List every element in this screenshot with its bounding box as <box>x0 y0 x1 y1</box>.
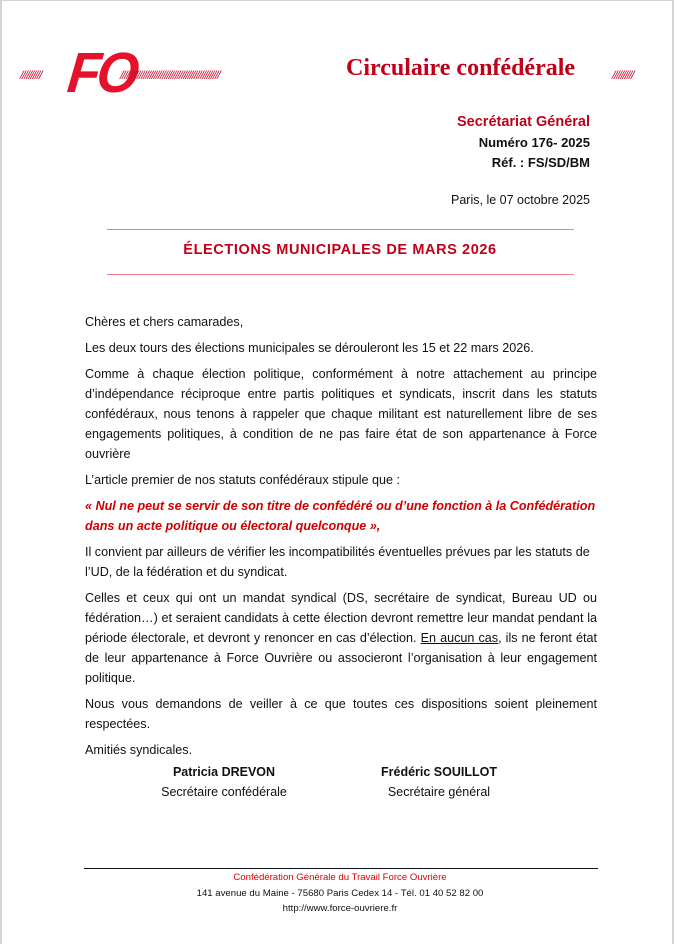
paragraph-incompatibilities: Il convient par ailleurs de vérifier les incompatibilités éventuelles prévues par les statuts de l’UD, de la fédération et du syndicat. <box>85 545 590 579</box>
underlined-emphasis: En aucun cas <box>420 631 499 645</box>
paragraph-mandates <box>85 588 597 688</box>
mandates-text-a: Celles et ceux qui ont un mandat syndical (DS, secrétaire de syndicat, Bureau UD ou fédération…) et seraient candidats à cette élection devront remettre leur mandat pendant la période électorale, et devront y renoncer en cas d’élection. <box>85 591 597 645</box>
footer-website-link[interactable]: http://www.force-ouvriere.fr <box>282 903 398 914</box>
greeting: Chères et chers camarades, <box>85 315 244 329</box>
footer-organization: Confédération Générale du Travail Force Ouvrière <box>233 872 447 883</box>
signatory-name: Patricia DREVON <box>172 765 276 779</box>
signatory-role: Secrétaire général <box>387 785 491 799</box>
document-title: Circulaire confédérale <box>346 55 576 81</box>
decorative-slashes-right: ////////// <box>612 67 634 82</box>
decorative-slashes-left: ////////// <box>20 67 42 82</box>
subject-rule-top <box>107 229 574 230</box>
signatory-role: Secrétaire confédérale <box>161 785 287 799</box>
statute-quote: « Nul ne peut se servir de son titre de confédéré ou d’une fonction à la Confédération dans un acte politique ou électoral quelconque », <box>85 499 596 533</box>
paragraph-independence: Comme à chaque élection politique, conformément à notre attachement au principe d’indépendance réciproque entre partis politiques et syndicats, inscrit dans les statuts confédéraux, nous tenons à rappeler que chaque militant est naturellement libre de ses engagements politiques, à condition de ne pas faire état de son appartenance à Force ouvrière <box>85 367 597 461</box>
subject-rule-bottom <box>107 274 574 275</box>
decorative-slashes-middle: /////////////////////////////////////////////// <box>120 67 220 82</box>
paragraph-request: Nous vous demandons de veiller à ce que toutes ces dispositions soient pleinement respectées. <box>85 697 597 731</box>
letterhead <box>20 41 660 105</box>
footer <box>2 870 676 917</box>
paragraph-dates: Les deux tours des élections municipales se dérouleront les 15 et 22 mars 2026. <box>85 341 534 355</box>
document-meta <box>451 111 590 210</box>
department: Secrétariat Général <box>457 114 590 130</box>
footer-rule <box>84 868 598 869</box>
paragraph-article: L’article premier de nos statuts confédéraux stipule que : <box>85 473 401 487</box>
mandates-text-b: , ils ne feront état de leur appartenance à Force Ouvrière ou associeront l’organisation à leur engagement politique. <box>85 631 597 685</box>
signatory-name: Frédéric SOUILLOT <box>381 765 497 779</box>
subject-heading: ÉLECTIONS MUNICIPALES DE MARS 2026 <box>183 242 497 258</box>
signature-drevon <box>114 762 334 802</box>
letter-body <box>85 312 597 766</box>
reference: Réf. : FS/SD/BM <box>491 155 590 170</box>
circular-number: Numéro 176- 2025 <box>478 135 590 150</box>
place-date: Paris, le 07 octobre 2025 <box>451 193 590 207</box>
fo-logo: FO <box>64 41 139 105</box>
footer-address: 141 avenue du Maine - 75680 Paris Cedex 14 - Tél. 01 40 52 82 00 <box>196 887 484 899</box>
closing: Amitiés syndicales. <box>85 743 193 757</box>
signature-souillot <box>329 762 549 802</box>
